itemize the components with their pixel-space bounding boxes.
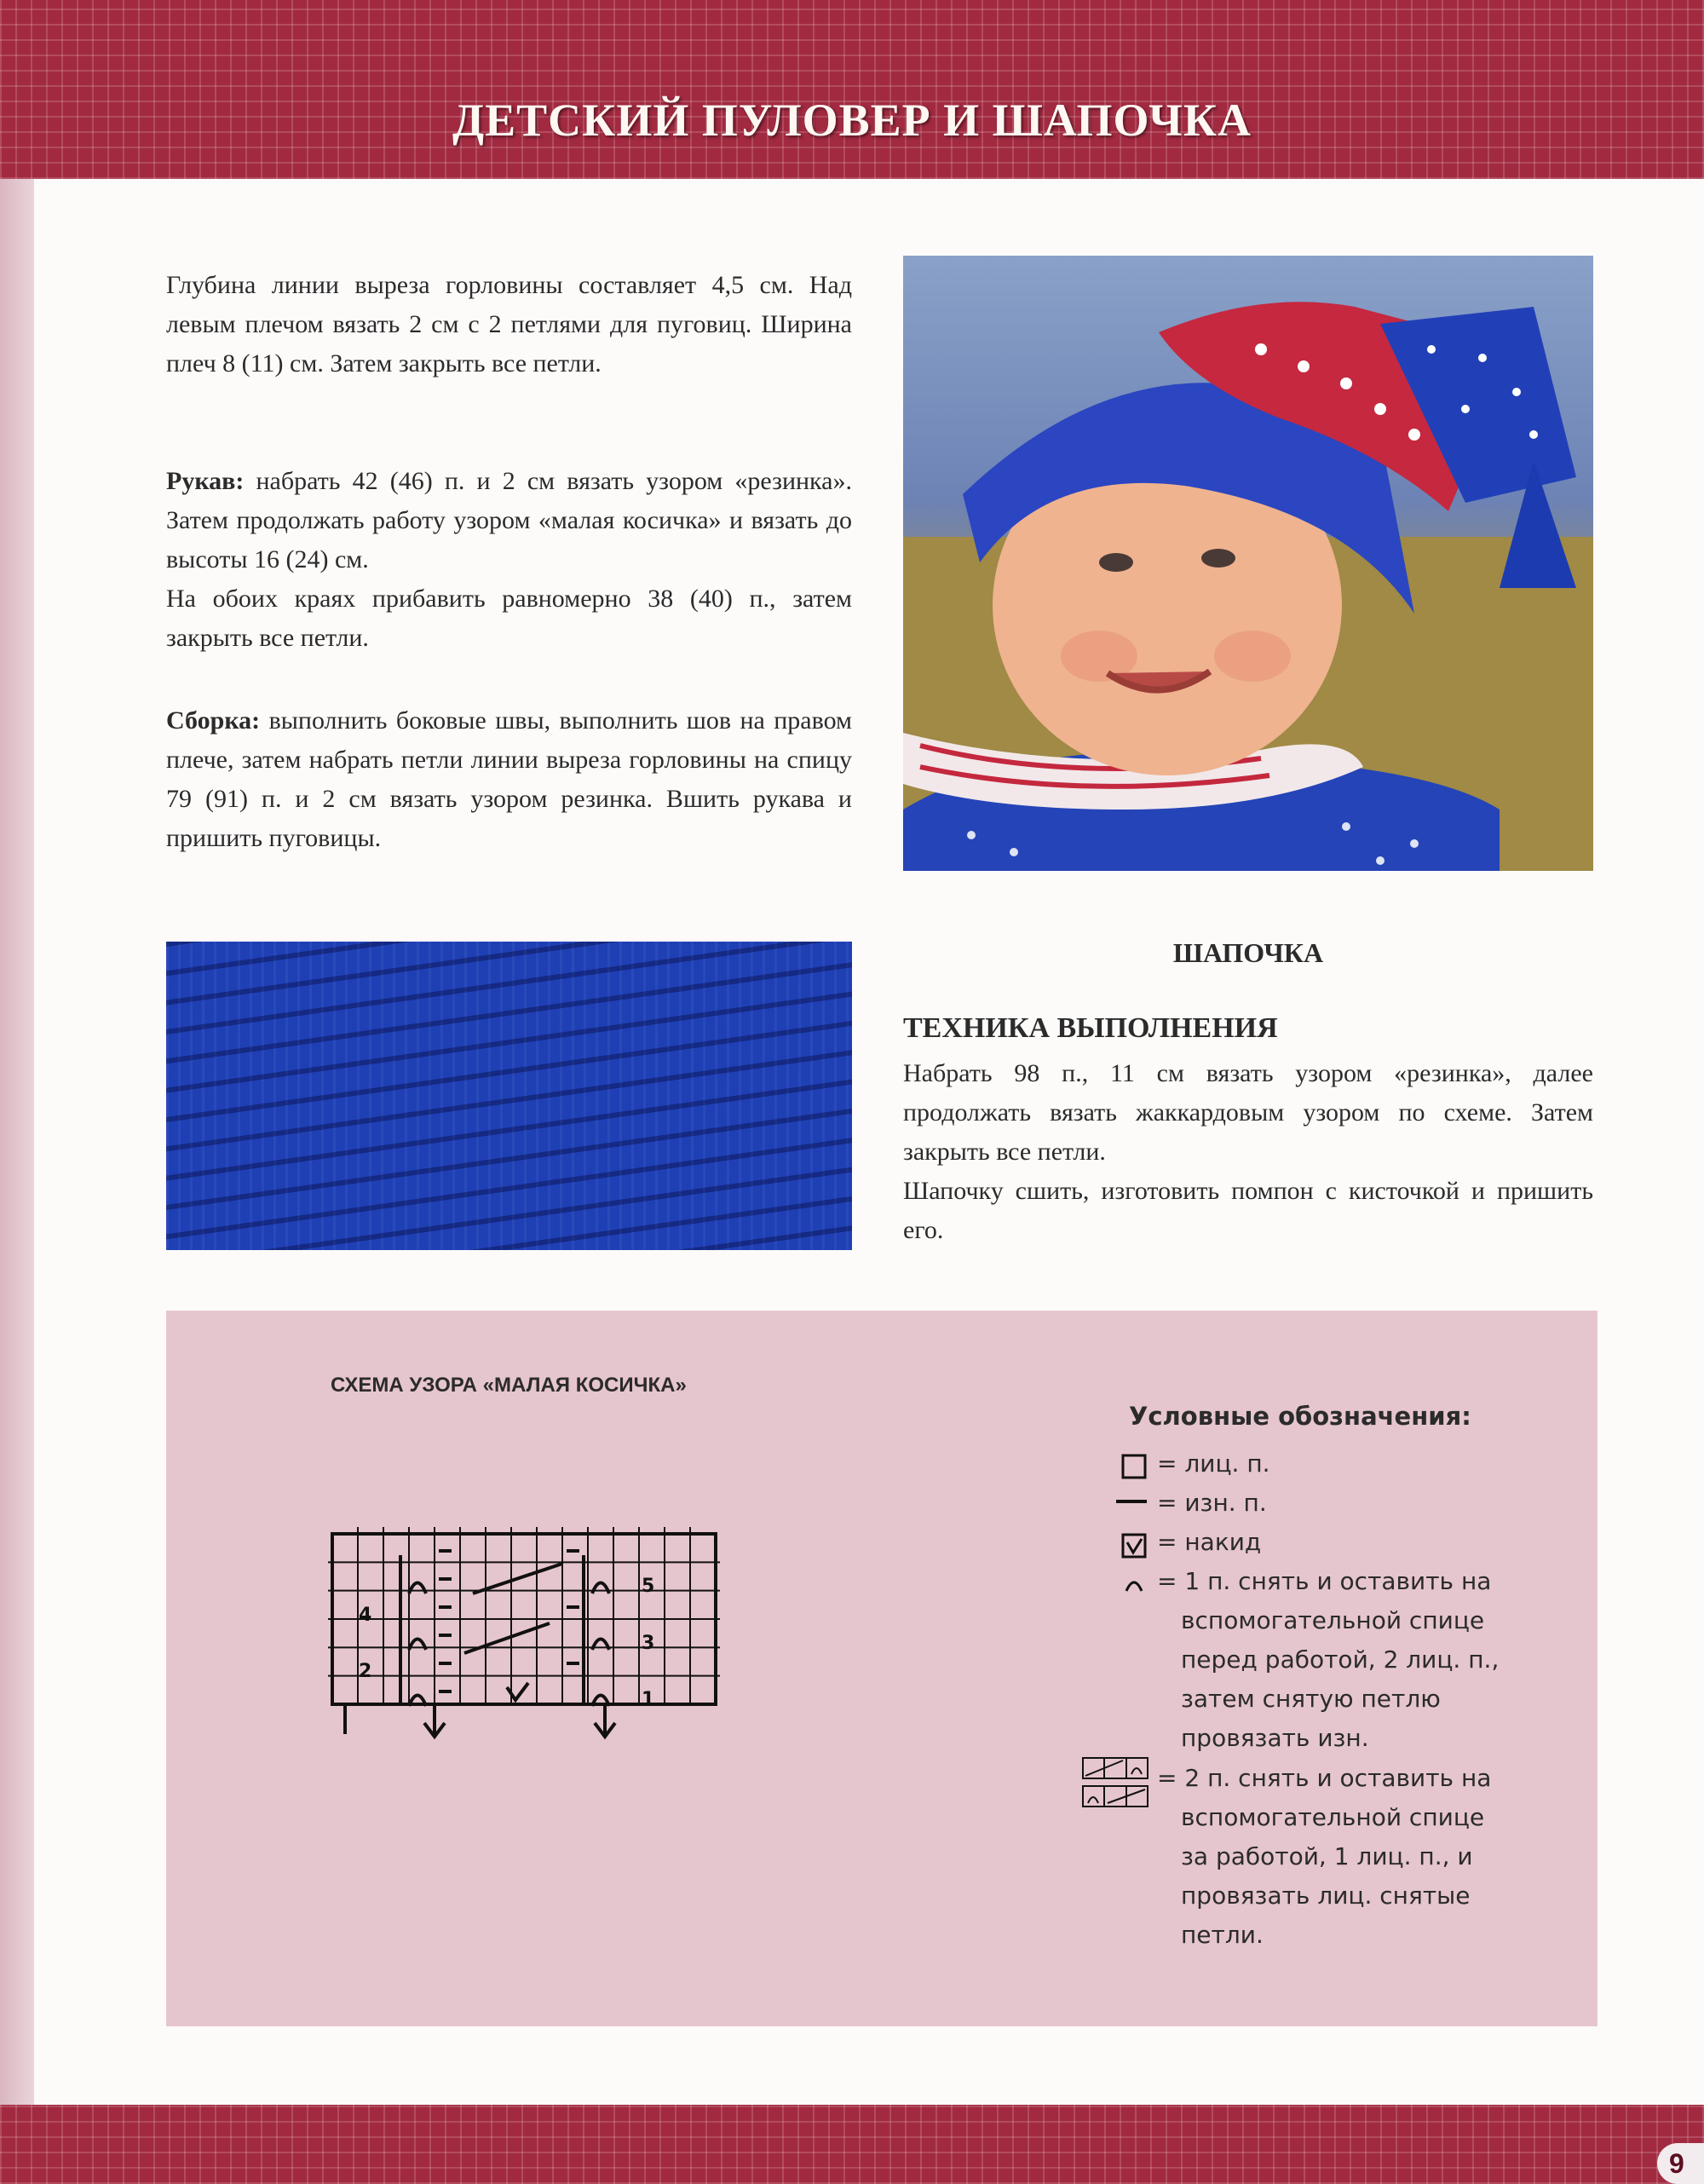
legend-cable-line-4: петли. [1181,1921,1264,1949]
legend-arch-line-3: затем снятую петлю [1181,1685,1441,1713]
page-number: 9 [1657,2143,1704,2184]
cable-cross-icon [1080,1755,1152,1812]
technique-paragraph: Набрать 98 п., 11 см вязать узором «резинка», далее продолжать вязать жаккардовым узором по схеме. Затем закрыть все петли. [903,1059,1593,1166]
knit-sample-photo [166,942,852,1250]
row-number-right-1: 5 [642,1576,655,1597]
legend-cable-label: = 2 п. снять и оставить на [1157,1764,1492,1792]
row-number-left-1: 4 [359,1605,372,1626]
row-number-right-2: 3 [642,1633,655,1654]
checked-square-icon [1120,1532,1148,1559]
row-number-right-3: 1 [642,1689,655,1710]
row-number-left-2: 2 [359,1661,372,1682]
footer-band [0,2105,1704,2184]
legend-arch-line-2: перед работой, 2 лиц. п., [1181,1645,1500,1674]
assembly-paragraph [166,701,852,858]
dash-icon [1114,1493,1148,1510]
arch-icon [1123,1572,1145,1594]
legend-cable-line-1: вспомогательной спице [1181,1803,1485,1831]
spine-shade [0,179,34,2105]
page-title: ДЕТСКИЙ ПУЛОВЕР И ШАПОЧКА [452,95,1252,146]
legend-purl-label: = изн. п. [1157,1489,1267,1517]
scheme-title: СХЕМА УЗОРА «МАЛАЯ КОСИЧКА» [331,1374,687,1397]
legend-cable-line-2: за работой, 1 лиц. п., и [1181,1842,1473,1870]
legend-arch-line-1: вспомогательной спице [1181,1606,1485,1634]
header-band [0,0,1704,179]
technique-heading: ТЕХНИКА ВЫПОЛНЕНИЯ [903,1012,1278,1044]
legend-title: Условные обозначения: [1129,1402,1471,1431]
neckline-paragraph: Глубина линии выреза горловины составляет 4,5 см. Над левым плечом вязать 2 см с 2 петлями для пуговиц. Ширина плеч 8 (11) см. Затем закрыть все петли. [166,271,852,377]
hat-assembly-paragraph: Шапочку сшить, изготовить помпон с кисточкой и пришить его. [903,1177,1593,1244]
legend-knit-label: = лиц. п. [1157,1449,1270,1478]
assembly-label: Сборка: [166,706,261,735]
legend-cable-line-3: провязать лиц. снятые [1181,1881,1471,1910]
sleeve-text: набрать 42 (46) п. и 2 см вязать узором «резинка». Затем продолжать работу узором «малая косичка» и вязать до высоты 16 (24) см. [166,467,852,573]
sleeve-increase-paragraph: На обоих краях прибавить равномерно 38 (40) п., затем закрыть все петли. [166,585,852,652]
legend-yarn-over-label: = накид [1157,1528,1262,1556]
child-photo [903,256,1593,871]
legend-arch-label: = 1 п. снять и оставить на [1157,1567,1492,1595]
sleeve-paragraph [166,462,852,579]
hat-heading: ШАПОЧКА [1172,937,1324,968]
pattern-chart [328,1525,720,1747]
empty-square-icon [1120,1453,1148,1480]
legend-arch-line-4: провязать изн. [1181,1724,1369,1752]
sleeve-label: Рукав: [166,467,245,495]
assembly-text: выполнить боковые швы, выполнить шов на правом плече, затем набрать петли линии выреза горловины на спицу 79 (91) п. и 2 см вязать узором резинка. Вшить рукава и пришить пуговицы. [166,706,852,852]
